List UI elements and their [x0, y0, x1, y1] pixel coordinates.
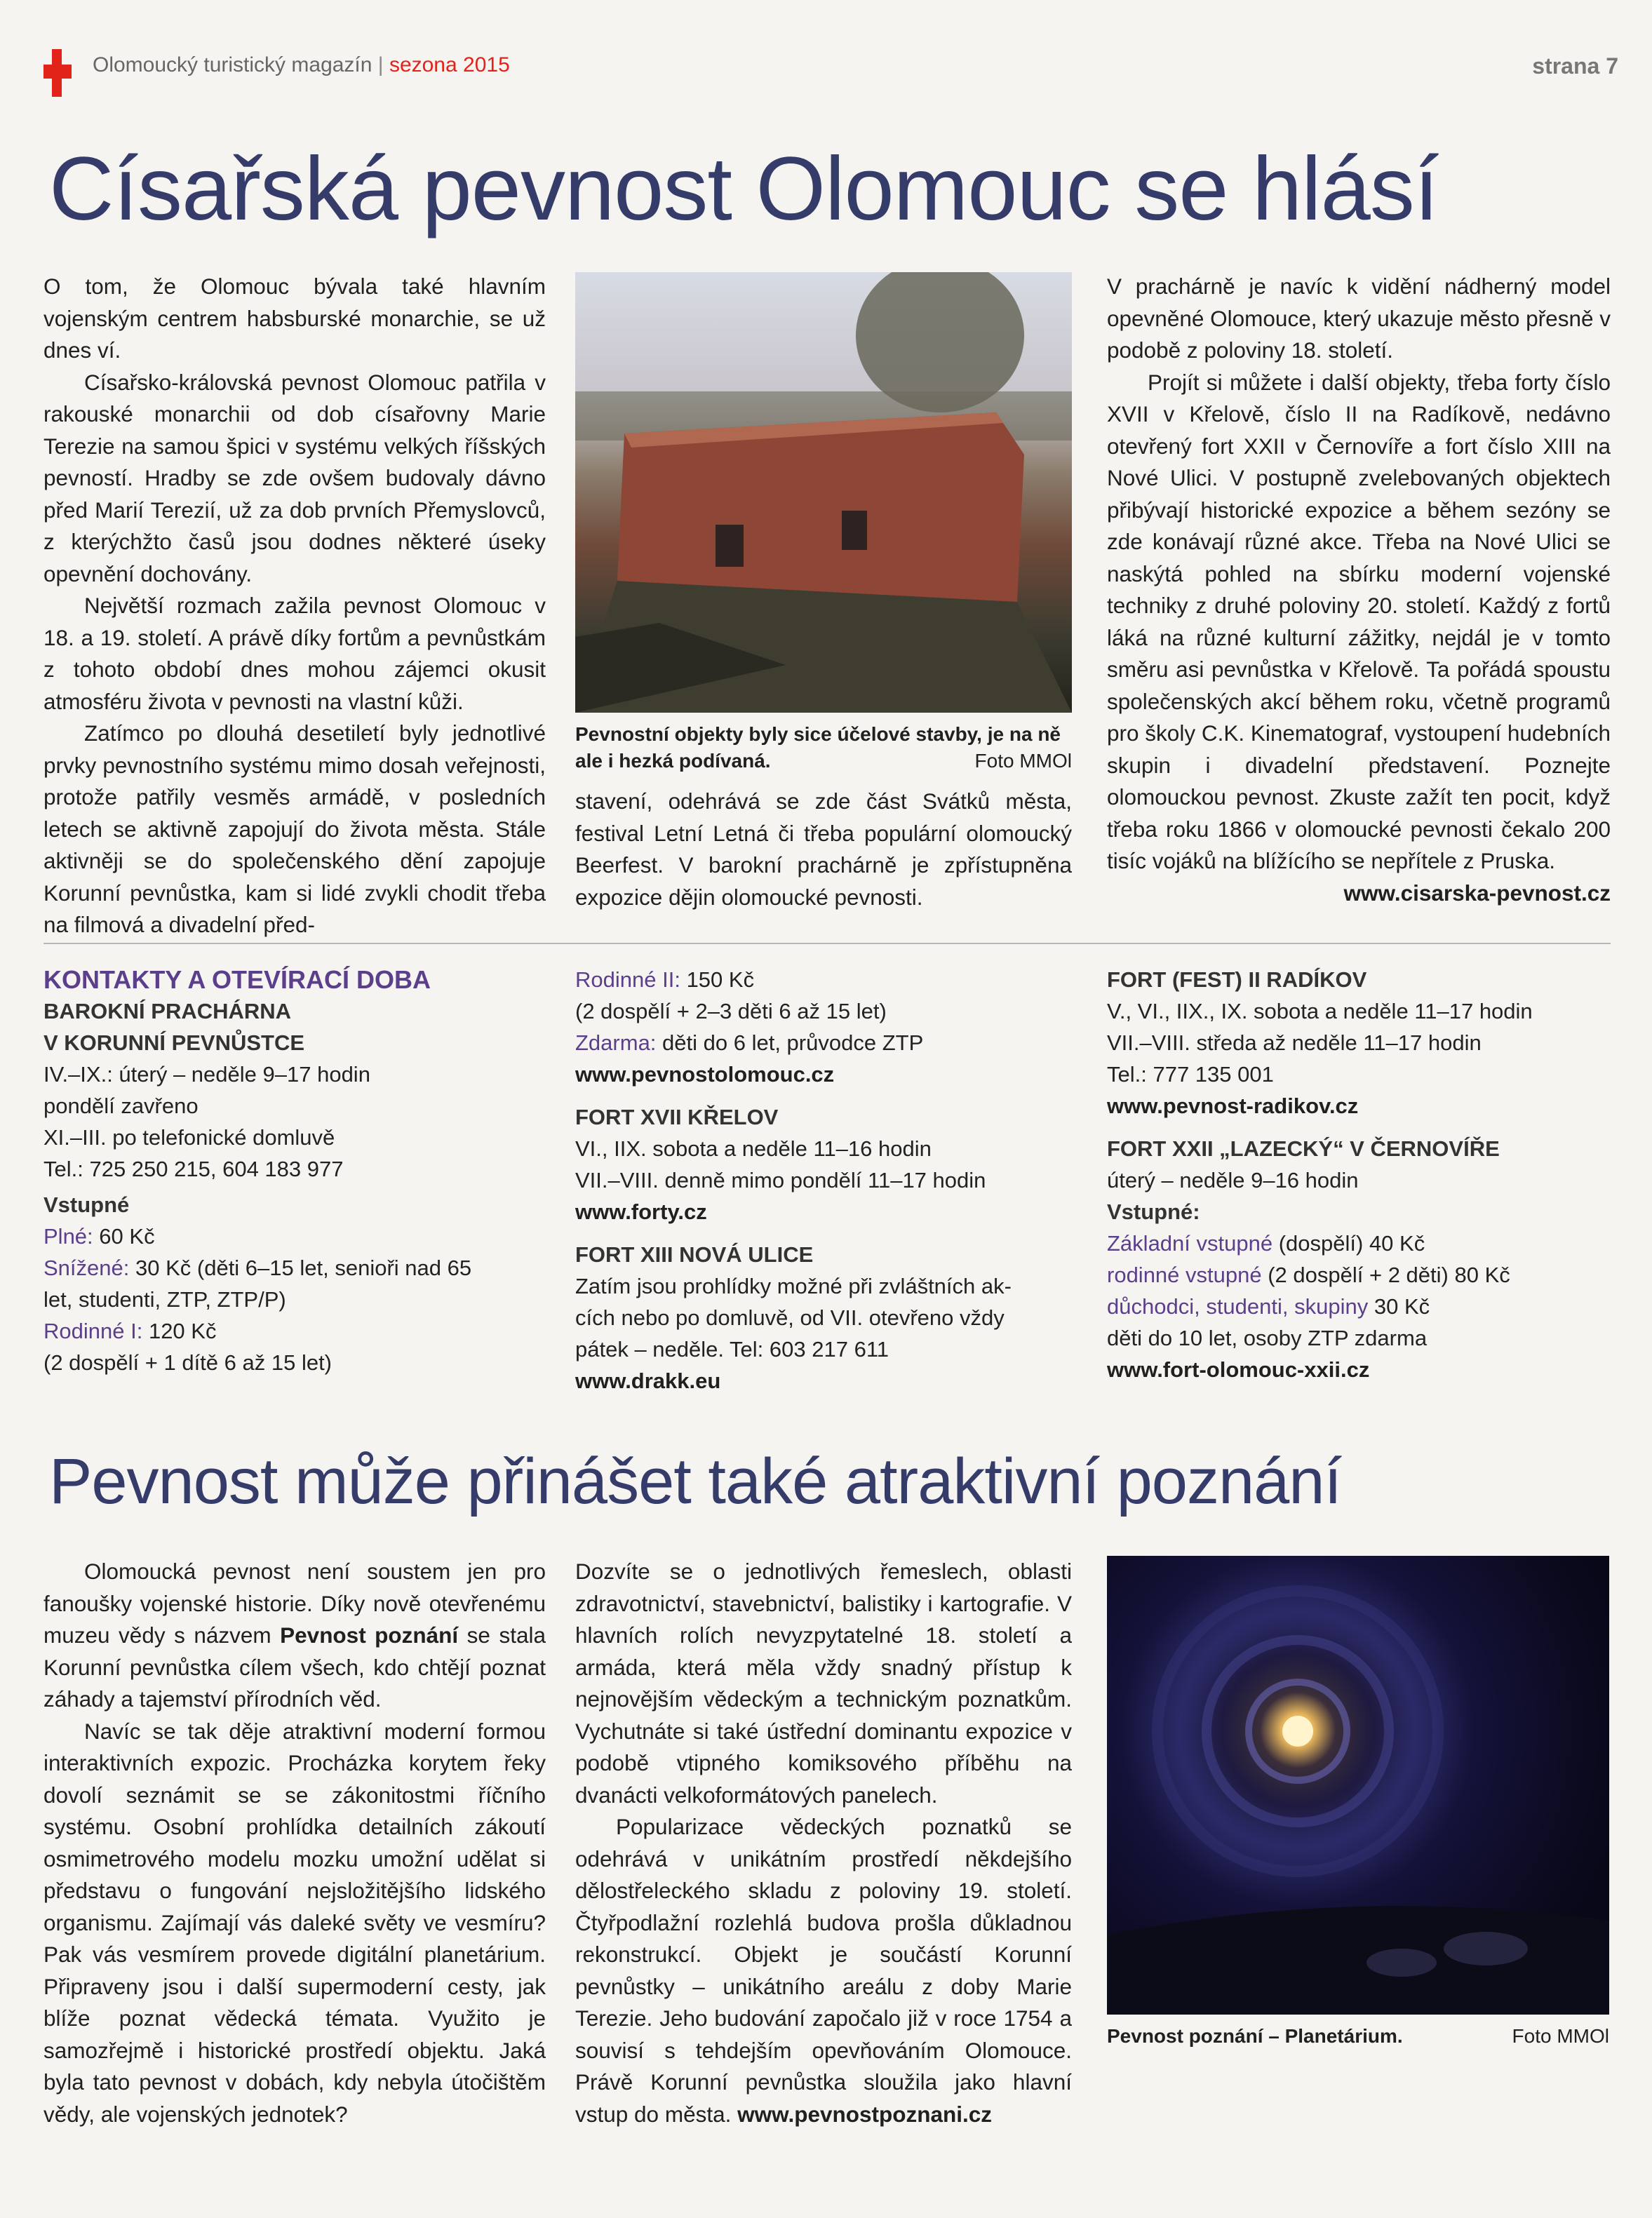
article2-paragraph: Navíc se tak děje atraktivní moderní formou interaktivních expozic. Procházka korytem řeky dovolí seznámit se se zákonitostmi říčního systému. Osobní prohlídka detailních zákoutí osmimetrového modelu mozku umožní udělat si představu o fungování nejsložitějšího lidského organismu. Zajímají vás daleké světy ve vesmíru? Pak vás vesmírem provede digitální planetárium. Připraveny jsou i další supermoderní cesty, jak blíže poznat vědecká témata. Využito je samozřejmě i historické prostředí objektu. Jaká byla tato pevnost v dobách, kdy nebyla útočištěm vědy, ale vojenských jednotek? [43, 1718, 546, 2127]
ticket-reduced-value: 30 Kč (děti 6–15 let, senioři nad 65 [135, 1256, 472, 1280]
fort2-name: FORT (FEST) II RADÍKOV [1107, 967, 1367, 992]
magazine-title: Olomoucký turistický magazín [93, 53, 372, 76]
fort22-family-label: rodinné vstupné [1107, 1263, 1262, 1287]
ticket-family2 [575, 964, 1072, 995]
prachárna-hours: IV.–IX.: úterý – neděle 9–17 hodin [43, 1062, 370, 1087]
ticket-reduced-value-2: let, studenti, ZTP, ZTP/P) [43, 1287, 286, 1312]
fort22-ticket-seniors [1107, 1291, 1611, 1322]
fort2-hours-2: VII.–VIII. středa až neděle 11–17 hodin [1107, 1030, 1482, 1055]
fort22-basic-value: (dospělí) 40 Kč [1278, 1231, 1425, 1256]
article1-column3 [1107, 271, 1611, 909]
article2-text: Olomoucká pevnost není soustem jen pro fanoušky vojenské historie. Díky nově otevřenému muzeu vědy s názvem [43, 1559, 546, 1648]
fort13-text-2: cích nebo po domluvě, od VII. otevřeno vždy [575, 1305, 1005, 1330]
fort22-url-link[interactable]: www.fort-olomouc-xxii.cz [1107, 1357, 1370, 1382]
fort22-seniors-value: 30 Kč [1374, 1294, 1430, 1319]
fort22-seniors-label: důchodci, studenti, skupiny [1107, 1294, 1369, 1319]
fort22-ticket-family [1107, 1259, 1611, 1291]
prachárna-phone: Tel.: 725 250 215, 604 183 977 [43, 1157, 344, 1181]
photo1-caption [575, 721, 1072, 774]
fort22-ticket-basic [1107, 1228, 1611, 1259]
article1-title: Císařská pevnost Olomouc se hlásí [49, 139, 1439, 239]
fortress-photo [575, 272, 1072, 713]
ticket-family1-note: (2 dospělí + 1 dítě 6 až 15 let) [43, 1350, 333, 1375]
photo2-credit: Foto MMOl [1512, 2025, 1609, 2047]
ticket-reduced [43, 1252, 546, 1284]
article1-paragraph: Zatímco po dlouhá desetiletí byly jednotlivé prvky pevnostního systému mimo dosah veřejnosti, protože patřily vesměs armádě, v posledních letech se aktivně zapojují do života města. Stále aktivněji se do společenského dění zapojuje Korunní pevnůstka, kam si lidé zvykli chodit třeba na filmová a divadelní před- [43, 720, 546, 937]
fortress-illustration [575, 272, 1072, 713]
fort13-text: Zatím jsou prohlídky možné při zvláštních ak- [575, 1274, 1012, 1298]
ticket-free [575, 1027, 1072, 1058]
ticket-reduced-label: Snížené: [43, 1256, 130, 1280]
article2-paragraph [575, 1811, 1072, 2130]
article2-column1 [43, 1556, 546, 2130]
fort17-hours: VI., IIX. sobota a neděle 11–16 hodin [575, 1136, 932, 1161]
article2-paragraph: Dozvíte se o jednotlivých řemeslech, oblasti zdravotnictví, stavebnictví, balistiky i kartografie. V hlavních rolích nevyzpytatelné 18. století a armáda, která měla vždy snadný přístup k nejnovějším vědeckým a technickým poznatkům. Vychutnáte si také ústřední dominantu expozice v podobě vtipného komiksového příběhu na dvanácti velkoformátových panelech. [575, 1559, 1072, 1808]
article2-column2 [575, 1556, 1072, 2130]
fort13-name: FORT XIII NOVÁ ULICE [575, 1242, 814, 1267]
ticket-full-label: Plné: [43, 1224, 93, 1249]
article2-title: Pevnost může přinášet také atraktivní poznání [49, 1446, 1342, 1517]
photo2-caption-text: Pevnost poznání – Planetárium. [1107, 2025, 1403, 2047]
ticket-family1-value: 120 Kč [148, 1319, 217, 1343]
season-label: sezona 2015 [389, 53, 510, 76]
fort22-tickets-heading: Vstupné: [1107, 1199, 1200, 1224]
article1-paragraph: V prachárně je navíc k vidění nádherný model opevněné Olomouce, který ukazuje město přesně v podobě z poloviny 18. století. [1107, 274, 1611, 363]
ticket-family1-label: Rodinné I: [43, 1319, 143, 1343]
ticket-free-label: Zdarma: [575, 1030, 657, 1055]
page-number: strana 7 [1532, 53, 1618, 79]
magazine-logo-icon [43, 49, 72, 97]
contacts-column1 [43, 964, 546, 1378]
museum-name: Pevnost poznání [280, 1622, 459, 1648]
ticket-family2-note: (2 dospělí + 2–3 děti 6 až 15 let) [575, 999, 887, 1023]
article2-url-link[interactable]: www.pevnostpoznani.cz [737, 2101, 993, 2127]
ticket-full-value: 60 Kč [99, 1224, 155, 1249]
photo2-caption [1107, 2023, 1609, 2050]
ticket-family2-label: Rodinné II: [575, 967, 680, 992]
fort17-hours-2: VII.–VIII. denně mimo pondělí 11–17 hodin [575, 1168, 986, 1192]
article2-text-2: se stala Korunní pevnůstka cílem všech, kdo chtějí poznat záhady a tajemství přírodních věd. [43, 1622, 546, 1712]
fort22-name: FORT XXII „LAZECKÝ“ V ČERNOVÍŘE [1107, 1136, 1500, 1161]
fort2-hours: V., VI., IIX., IX. sobota a neděle 11–17 hodin [1107, 999, 1533, 1023]
article1-paragraph: O tom, že Olomouc bývala také hlavním vojenským centrem habsburské monarchie, se už dnes ví. [43, 274, 546, 363]
ticket-free-value: děti do 6 let, průvodce ZTP [662, 1030, 924, 1055]
tickets-heading: Vstupné [43, 1192, 130, 1217]
article2-text-3: Popularizace vědeckých poznatků se odehrává v unikátním prostředí někdejšího dělostřeleckého skladu z poloviny 19. století. Čtyřpodlažní rozlehlá budova prošla důkladnou rekonstrukcí. Objekt je součástí Korunní pevnůstky – unikátního areálu z doby Marie Terezie. Jeho budování započalo již v roce 1754 a souvisí s tehdejším opevňováním Olomouce. Právě Korunní pevnůstka sloužila jako hlavní vstup do města. [575, 1814, 1072, 2127]
fort22-hours: úterý – neděle 9–16 hodin [1107, 1168, 1359, 1192]
article1-paragraph: Největší rozmach zažila pevnost Olomouc v 18. a 19. století. A právě díky fortům a pevnůstkám z tohoto období dnes mohou zájemci okusit atmosféru života v pevnosti na vlastní kůži. [43, 593, 546, 714]
prachárna-winter: XI.–III. po telefonické domluvě [43, 1125, 335, 1150]
article1-column1 [43, 271, 546, 941]
fort22-kids: děti do 10 let, osoby ZTP zdarma [1107, 1326, 1428, 1350]
article1-paragraph: Císařsko-královská pevnost Olomouc patřila v rakouské monarchii od dob císařovny Marie Terezie na samou špici v systému velkých říšských pevností. Hradby se zde ovšem budovaly dávno před Marií Terezií, už za dob prvních Přemyslovců, z kterýchžto časů jsou dodnes některé úseky opevnění dochovány. [43, 369, 546, 586]
ticket-family2-value: 150 Kč [686, 967, 755, 992]
article1-column2 [575, 786, 1072, 913]
prachárna-closed: pondělí zavřeno [43, 1094, 199, 1118]
fort13-url-link[interactable]: www.drakk.eu [575, 1369, 721, 1393]
article1-url-line [1107, 878, 1611, 910]
prachárna-name-2: V KORUNNÍ PEVNŮSTCE [43, 1030, 305, 1055]
prachárna-name: BAROKNÍ PRACHÁRNA [43, 999, 292, 1023]
prachárna-url-link[interactable]: www.pevnostolomouc.cz [575, 1062, 835, 1087]
photo1-caption-text: Pevnostní objekty byly sice účelové stavby, je na ně ale i hezká podívaná. [575, 723, 1061, 772]
header-separator: | [377, 53, 384, 76]
fort17-name: FORT XVII KŘELOV [575, 1105, 779, 1129]
article1-url-link[interactable]: www.cisarska-pevnost.cz [1343, 880, 1611, 906]
planetarium-photo [1107, 1556, 1609, 2015]
contacts-column3 [1107, 964, 1611, 1385]
fort22-basic-label: Základní vstupné [1107, 1231, 1273, 1256]
fort2-url-link[interactable]: www.pevnost-radikov.cz [1107, 1094, 1359, 1118]
fort22-family-value: (2 dospělí + 2 děti) 80 Kč [1268, 1263, 1510, 1287]
fort13-text-3: pátek – neděle. Tel: 603 217 611 [575, 1337, 889, 1362]
article1-paragraph: stavení, odehrává se zde část Svátků města, festival Letní Letná či třeba populární olomoucký Beerfest. V barokní prachárně je zpřístupněna expozice dějin olomoucké pevnosti. [575, 788, 1072, 910]
contacts-title: KONTAKTY A OTEVÍRACÍ DOBA [43, 965, 431, 994]
section-divider [43, 943, 1611, 944]
ticket-family1 [43, 1315, 546, 1347]
planetarium-illustration [1107, 1556, 1609, 2015]
article2-paragraph [43, 1556, 546, 1716]
magazine-name [93, 53, 510, 77]
fort2-phone: Tel.: 777 135 001 [1107, 1062, 1274, 1087]
article1-paragraph: Projít si můžete i další objekty, třeba forty číslo XVII v Křelově, číslo II na Radíkově, nedávno otevřený fort XXII v Černovíře a fort číslo XIII na Nové Ulici. V postupně zvelebovaných objektech přibývají historické expozice a během sezóny se zde konávají různé akce. Třeba na Nové Ulici se naskýtá pohled na sbírku moderní vojenské techniky z druhé poloviny 20. století. Každý z fortů láká na různé kulturní zážitky, nejdál je v tomto směru asi pevnůstka v Křelově. Ta pořádá spoustu společenských akcí během roku, včetně programů pro školy C.K. Kinematograf, vystoupení hudebních skupin i divadelní představení. Poznejte olomouckou pevnost. Zkuste zažít ten pocit, když třeba roku 1866 v olomoucké pevnosti čekalo 200 tisíc vojáků na blížícího se nepřítele z Pruska. [1107, 369, 1611, 873]
ticket-full [43, 1221, 546, 1252]
fort17-url-link[interactable]: www.forty.cz [575, 1199, 707, 1224]
photo1-credit: Foto MMOl [974, 750, 1072, 772]
contacts-column2 [575, 964, 1072, 1397]
